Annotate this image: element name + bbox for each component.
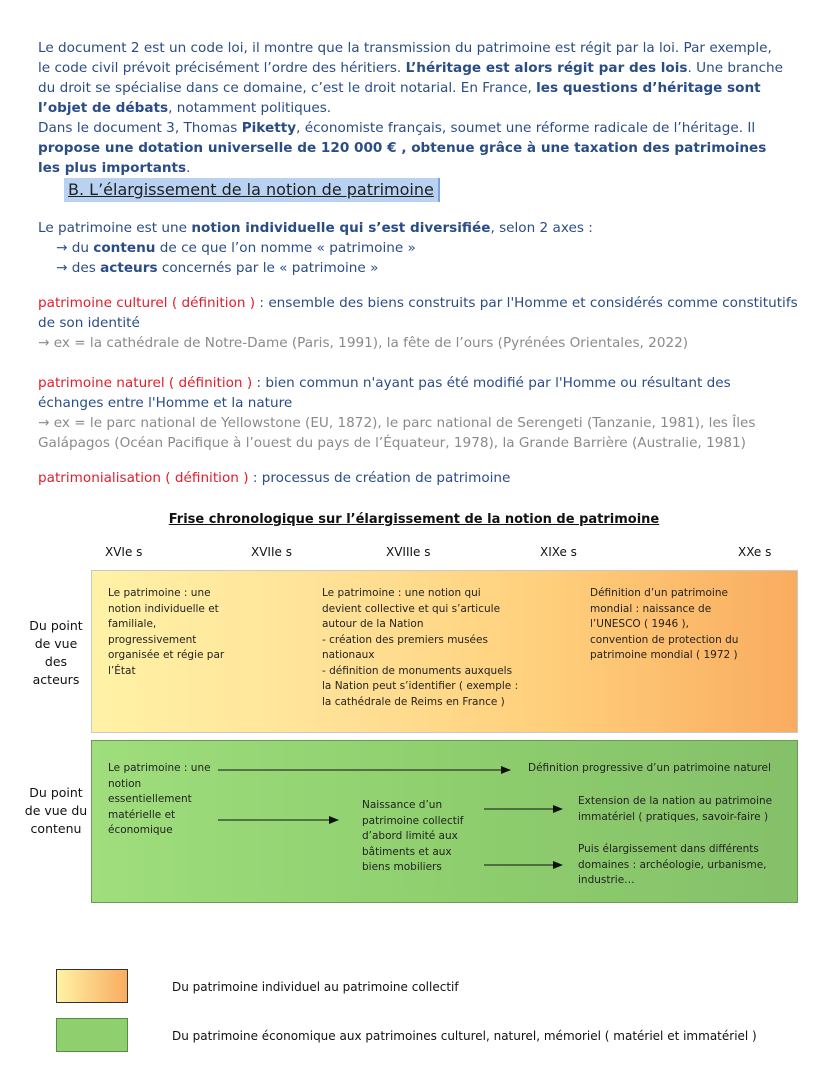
- definition-culturel-text: patrimoine culturel ( définition ) : ensemble des biens construits par l'Homme et considérés comme constitutifs de son identité: [38, 295, 798, 331]
- notion-lead: Le patrimoine est une notion individuelle qui s’est diversifiée, selon 2 axes :: [38, 220, 593, 236]
- century-label: XVIe s: [105, 545, 143, 559]
- content-domains: Puis élargissement dans différents domaines : archéologie, urbanisme, industrie…: [578, 843, 767, 886]
- legend-swatch-green: [56, 1018, 128, 1052]
- legend-green-text: Du patrimoine économique aux patrimoines culturel, naturel, mémoriel ( matériel et immatériel ): [172, 1029, 757, 1043]
- row-label-actors: Du point de vue des acteurs: [29, 618, 83, 687]
- century-label: XVIIIe s: [386, 545, 431, 559]
- intro-paragraph-2: Dans le document 3, Thomas Piketty, économiste français, soumet une réforme radicale de l’héritage. Il propose une dotation universelle de 120 000 € , obtenue grâce à une taxation des patrimoines les plus importants.: [38, 120, 767, 176]
- section-heading: B. L’élargissement de la notion de patrimoine: [64, 178, 440, 202]
- definition-term: patrimoine culturel ( définition ): [38, 295, 260, 311]
- definition-culturel: [38, 293, 798, 353]
- definition-naturel-text: patrimoine naturel ( définition ) : bien commun n'ayant pas été modifié par l'Homme ou résultant des échanges entre l'Homme et la nature: [38, 375, 731, 411]
- row-label-content: Du point de vue du contenu: [24, 785, 88, 836]
- century-label: XXe s: [738, 545, 772, 559]
- legend-orange-text: Du patrimoine individuel au patrimoine collectif: [172, 980, 459, 994]
- intro-paragraph-1: Le document 2 est un code loi, il montre que la transmission du patrimoine est régit par la loi. Par exemple, le code civil prévoit précisément l’ordre des héritiers. L’héritage est alors régit par des lois. Une branche du droit se spécialise dans ce domaine, c’est le droit notarial. En France, les questions d’héritage sont l’objet de débats, notamment politiques.: [38, 40, 784, 116]
- intro-text: [38, 38, 788, 178]
- actors-18th: Le patrimoine : une notion qui devient collective et qui s’articule autour de la Nation - création des premiers musées nationaux - définition de monuments auxquels la Nation peut s’identifier ( exemple : la cathédrale de Reims en France ): [322, 587, 519, 708]
- notion-axes: [38, 218, 798, 278]
- axis-content: → du contenu de ce que l’on nomme « patrimoine »: [56, 240, 416, 256]
- legend-swatch-orange: [56, 969, 128, 1003]
- definition-naturel: [38, 373, 798, 453]
- definition-term: patrimonialisation ( définition ): [38, 470, 253, 486]
- definition-example: → ex = le parc national de Yellowstone (EU, 1872), le parc national de Serengeti (Tanzanie, 1981), les Îles Galápagos (Océan Pacifique à l’ouest du pays de l’Équateur, 1978), la Grande Barrière (Australie, 1981): [38, 415, 756, 451]
- content-immaterial: Extension de la nation au patrimoine immatériel ( pratiques, savoir-faire ): [578, 795, 773, 823]
- definition-term: patrimoine naturel ( définition ): [38, 375, 257, 391]
- content-16th: Le patrimoine : une notion essentiellement matérielle et économique: [108, 762, 211, 836]
- actors-16th: Le patrimoine : une notion individuelle et familiale, progressivement organisée et régie par l’État: [108, 587, 225, 677]
- content-natural: Définition progressive d’un patrimoine naturel: [528, 762, 771, 774]
- century-label: XIXe s: [540, 545, 577, 559]
- definition-example: → ex = la cathédrale de Notre-Dame (Paris, 1991), la fête de l’ours (Pyrénées Orientales, 2022): [38, 335, 689, 351]
- definition-patrimonialisation: [38, 468, 798, 488]
- actors-20th: Définition d’un patrimoine mondial : naissance de l’UNESCO ( 1946 ), convention de protection du patrimoine mondial ( 1972 ): [590, 587, 739, 661]
- axis-actors: → des acteurs concernés par le « patrimoine »: [56, 260, 379, 276]
- definition-patrimonialisation-text: patrimonialisation ( définition ) : processus de création de patrimoine: [38, 470, 511, 486]
- timeline-title: Frise chronologique sur l’élargissement de la notion de patrimoine: [168, 512, 660, 527]
- century-label: XVIIe s: [251, 545, 292, 559]
- content-18th: Naissance d’un patrimoine collectif d’abord limité aux bâtiments et aux biens mobiliers: [362, 799, 464, 873]
